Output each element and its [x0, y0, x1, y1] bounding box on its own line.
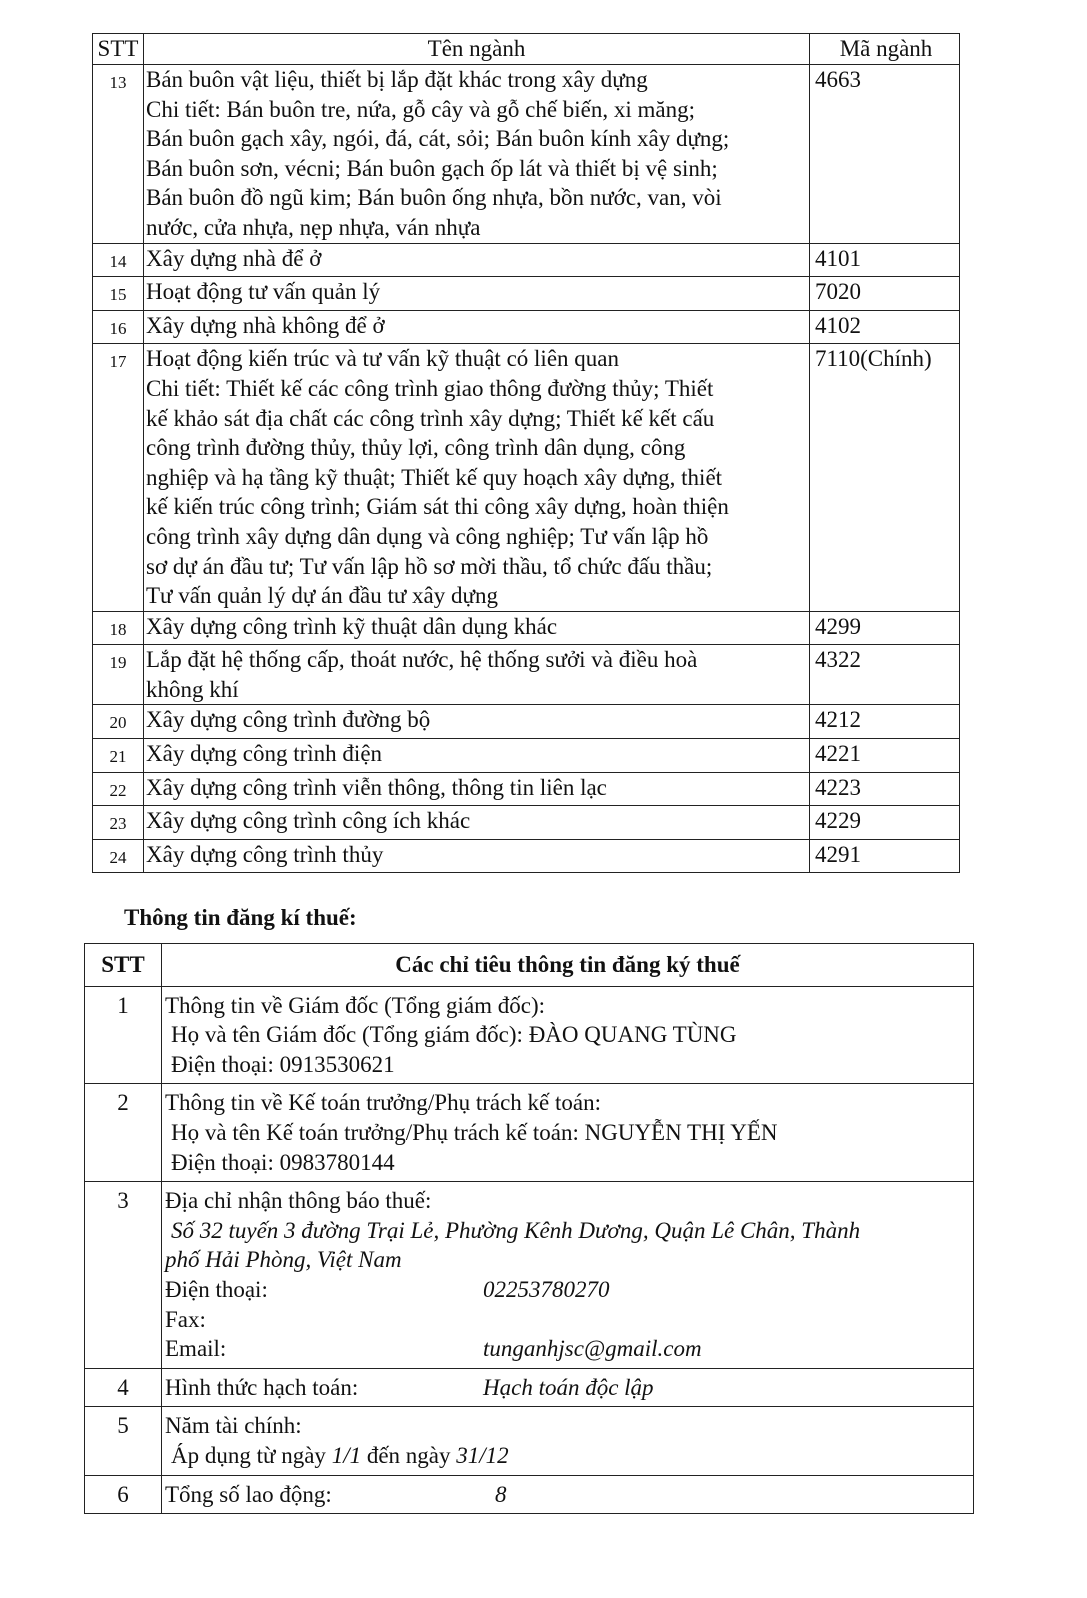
industry-row — [93, 611, 960, 645]
tax-info-table — [84, 943, 974, 1514]
industry-code: 7020 — [810, 277, 960, 311]
industry-name-line: Bán buôn vật liệu, thiết bị lắp đặt khác trong xây dựng — [146, 67, 648, 92]
accountant-phone: 0983780144 — [279, 1149, 395, 1175]
fiscal-year-range — [165, 1441, 970, 1471]
row-stt: 14 — [93, 243, 144, 277]
industry-code: 4299 — [810, 611, 960, 645]
industry-name — [144, 243, 810, 277]
industry-name-line: Xây dựng công trình đường bộ — [146, 707, 431, 733]
industry-name-line: Xây dựng công trình công ích khác — [146, 808, 471, 834]
industry-name-line: Xây dựng công trình điện — [146, 741, 383, 767]
director-name-label: Họ và tên Giám đốc (Tổng giám đốc): — [171, 1022, 529, 1048]
row-stt: 5 — [85, 1407, 162, 1475]
address-line-1: Số 32 tuyến 3 đường Trại Lẻ, Phường Kênh Dương, Quận Lê Chân, Thành — [171, 1217, 861, 1243]
accountant-phone-label: Điện thoại: — [171, 1149, 280, 1175]
industry-name — [144, 611, 810, 645]
industry-name-line: Chi tiết: Bán buôn tre, nứa, gỗ cây và gỗ chế biến, xi măng; — [146, 96, 696, 122]
accountant-info — [162, 1084, 974, 1182]
row-stt: 4 — [85, 1368, 162, 1407]
industry-name — [144, 772, 810, 806]
row-stt: 2 — [85, 1084, 162, 1182]
industry-name-line: Xây dựng công trình thủy — [146, 841, 384, 867]
employees-line — [165, 1480, 970, 1510]
to-date: 31/12 — [456, 1442, 509, 1468]
industry-row — [93, 344, 960, 611]
industry-row — [93, 310, 960, 344]
director-phone: 0913530621 — [279, 1051, 395, 1077]
industry-code: 4663 — [810, 65, 960, 244]
accounting-label: Hình thức hạch toán: — [165, 1374, 359, 1400]
address-phone-line — [165, 1275, 970, 1305]
row-stt: 24 — [93, 839, 144, 873]
to-prefix: đến ngày — [361, 1442, 457, 1468]
industry-name-line: Chi tiết: Thiết kế các công trình giao thông đường thủy; Thiết — [146, 375, 714, 401]
industry-name-line: Bán buôn gạch xây, ngói, đá, cát, sỏi; Bán buôn kính xây dựng; — [146, 126, 730, 152]
industry-name — [144, 839, 810, 873]
industry-name-line: kế kiến trúc công trình; Giám sát thi công xây dựng, hoàn thiện — [146, 494, 729, 520]
row-stt: 23 — [93, 806, 144, 840]
from-date: 1/1 — [331, 1442, 362, 1468]
industry-name-line: Hoạt động kiến trúc và tư vấn kỹ thuật có liên quan — [146, 346, 619, 372]
industry-row — [93, 277, 960, 311]
header-industry-name: Tên ngành — [144, 34, 810, 65]
industry-code: 4322 — [810, 645, 960, 705]
director-phone-line — [165, 1050, 970, 1080]
tax-row-employees — [85, 1475, 974, 1514]
director-name: ĐÀO QUANG TÙNG — [528, 1022, 737, 1048]
industry-row — [93, 772, 960, 806]
header-stt: STT — [93, 34, 144, 65]
industry-name — [144, 645, 810, 705]
industry-name-line: Xây dựng nhà để ở — [146, 245, 322, 271]
industry-name — [144, 344, 810, 611]
accountant-title: Thông tin về Kế toán trưởng/Phụ trách kế toán: — [165, 1090, 601, 1116]
industry-name — [144, 806, 810, 840]
from-prefix: Áp dụng từ ngày — [171, 1442, 332, 1468]
address-title: Địa chỉ nhận thông báo thuế: — [165, 1188, 432, 1214]
row-stt: 3 — [85, 1182, 162, 1369]
industry-code: 4221 — [810, 739, 960, 773]
employees-value: 8 — [495, 1481, 507, 1507]
industry-name — [144, 277, 810, 311]
industry-name-line: Hoạt động tư vấn quản lý — [146, 279, 381, 305]
row-stt: 13 — [93, 65, 144, 244]
industry-name-line: công trình xây dựng dân dụng và công nghiệp; Tư vấn lập hồ — [146, 523, 709, 549]
industry-name — [144, 705, 810, 739]
industry-name — [144, 739, 810, 773]
address-fax-line — [165, 1305, 970, 1335]
industry-code: 4212 — [810, 705, 960, 739]
industry-name-line: Xây dựng công trình kỹ thuật dân dụng khác — [146, 613, 558, 639]
industry-code: 4229 — [810, 806, 960, 840]
row-stt: 20 — [93, 705, 144, 739]
fiscal-year-info — [162, 1407, 974, 1475]
industry-name-line: nước, cửa nhựa, nẹp nhựa, ván nhựa — [146, 214, 481, 240]
industry-row — [93, 705, 960, 739]
row-stt: 19 — [93, 645, 144, 705]
accountant-name-line — [165, 1118, 970, 1148]
tax-table-header — [85, 944, 974, 987]
director-phone-label: Điện thoại: — [171, 1051, 280, 1077]
fiscal-year-title: Năm tài chính: — [165, 1413, 302, 1439]
industry-code: 4101 — [810, 243, 960, 277]
accountant-name-label: Họ và tên Kế toán trưởng/Phụ trách kế toán: — [171, 1119, 585, 1145]
industry-table-header — [93, 34, 960, 65]
industry-table — [92, 33, 960, 873]
accounting-line — [165, 1373, 970, 1403]
industry-name-line: sơ dự án đầu tư; Tư vấn lập hồ sơ mời thầu, tổ chức đấu thầu; — [146, 553, 713, 579]
industry-name-line: Tư vấn quản lý dự án đầu tư xây dựng — [146, 583, 498, 609]
industry-name-line: Xây dựng nhà không để ở — [146, 312, 385, 338]
industry-name-line: Bán buôn sơn, vécni; Bán buôn gạch ốp lát và thiết bị vệ sinh; — [146, 155, 718, 181]
industry-code: 4223 — [810, 772, 960, 806]
tax-row-director — [85, 986, 974, 1084]
address-line-2: phố Hải Phòng, Việt Nam — [165, 1247, 402, 1273]
industry-name-line: Lắp đặt hệ thống cấp, thoát nước, hệ thống sưởi và điều hoà — [146, 647, 698, 673]
address-phone-label: Điện thoại: — [165, 1276, 268, 1302]
industry-code: 7110(Chính) — [810, 344, 960, 611]
address-fax-label: Fax: — [165, 1306, 206, 1332]
accountant-phone-line — [165, 1148, 970, 1178]
industry-code: 4102 — [810, 310, 960, 344]
industry-row — [93, 839, 960, 873]
industry-name-line: kế khảo sát địa chất các công trình xây dựng; Thiết kế kết cấu — [146, 405, 715, 431]
industry-table-body — [93, 65, 960, 873]
industry-name — [144, 310, 810, 344]
industry-name-line: nghiệp và hạ tầng kỹ thuật; Thiết kế quy hoạch xây dựng, thiết — [146, 464, 723, 490]
industry-name-line: không khí — [146, 676, 239, 702]
industry-row — [93, 65, 960, 244]
address-email: tunganhjsc@gmail.com — [483, 1336, 702, 1362]
row-stt: 17 — [93, 344, 144, 611]
row-stt: 22 — [93, 772, 144, 806]
industry-name — [144, 65, 810, 244]
tax-row-accounting — [85, 1368, 974, 1407]
address-phone: 02253780270 — [483, 1276, 610, 1302]
industry-code: 4291 — [810, 839, 960, 873]
tax-row-fiscal-year — [85, 1407, 974, 1475]
row-stt: 18 — [93, 611, 144, 645]
row-stt: 16 — [93, 310, 144, 344]
industry-row — [93, 243, 960, 277]
director-title: Thông tin về Giám đốc (Tổng giám đốc): — [165, 992, 546, 1018]
row-stt: 15 — [93, 277, 144, 311]
header-industry-code: Mã ngành — [810, 34, 960, 65]
employees-label: Tổng số lao động: — [165, 1481, 332, 1507]
tax-row-accountant — [85, 1084, 974, 1182]
industry-name-line: Bán buôn đồ ngũ kim; Bán buôn ống nhựa, bồn nước, van, vòi — [146, 185, 722, 211]
industry-row — [93, 806, 960, 840]
address-info — [162, 1182, 974, 1369]
industry-name-line: công trình đường thủy, thủy lợi, công trình dân dụng, công — [146, 435, 686, 461]
tax-row-address — [85, 1182, 974, 1369]
director-name-line — [165, 1020, 970, 1050]
row-stt: 21 — [93, 739, 144, 773]
header-stt: STT — [85, 944, 162, 987]
industry-row — [93, 645, 960, 705]
accounting-value: Hạch toán độc lập — [483, 1374, 654, 1400]
accountant-name: NGUYỄN THỊ YẾN — [584, 1119, 778, 1145]
address-email-label: Email: — [165, 1336, 227, 1362]
address-email-line — [165, 1334, 970, 1364]
row-stt: 6 — [85, 1475, 162, 1514]
director-info — [162, 986, 974, 1084]
industry-name-line: Xây dựng công trình viễn thông, thông tin liên lạc — [146, 774, 607, 800]
industry-row — [93, 739, 960, 773]
employees-info — [162, 1475, 974, 1514]
accounting-info — [162, 1368, 974, 1407]
header-criteria: Các chỉ tiêu thông tin đăng ký thuế — [162, 944, 974, 987]
row-stt: 1 — [85, 986, 162, 1084]
tax-section-heading: Thông tin đăng kí thuế: — [124, 905, 357, 930]
